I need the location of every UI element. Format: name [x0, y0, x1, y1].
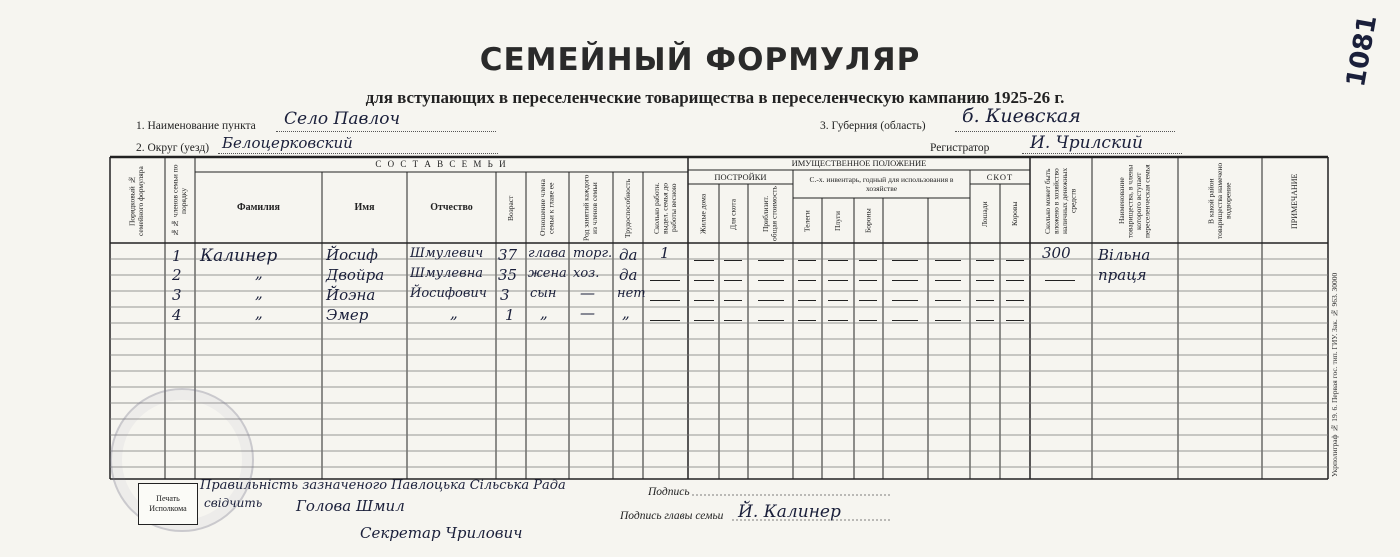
- cell-rabot: 1: [660, 244, 670, 262]
- podpis-label: Подпись: [648, 486, 690, 498]
- form-title: СЕМЕЙНЫЙ ФОРМУЛЯР: [479, 42, 921, 78]
- cell-tovarishchestvo: Вільна: [1098, 246, 1151, 264]
- punkt-label: 1. Наименование пункта: [136, 120, 256, 132]
- okrug-label: 2. Округ (уезд): [136, 142, 210, 154]
- header-zhilye-doma: Жилые дома: [698, 193, 708, 235]
- secretary-signature: Секретар Чрилович: [360, 524, 523, 542]
- cell-vozrast: 35: [498, 266, 518, 284]
- cell-vozrast: 1: [505, 306, 515, 324]
- header-member-number: №№ членов семьи по порядку: [170, 164, 188, 238]
- cell-trud: нет: [617, 286, 646, 301]
- header-korovy: Коровы: [1009, 201, 1019, 227]
- header-imya: Имя: [354, 202, 375, 213]
- header-dlya-skota: Для скота: [728, 198, 738, 230]
- printer-imprint: Укрполиграф № 19. 6. Первая гос. тип. ГИУ. Зак. № 963. 30000: [1330, 272, 1339, 478]
- cell-familiya: „: [255, 304, 263, 322]
- header-naimenovanie-tov: Наименование товарищества, в члены которого вступает переселенческая семья: [1117, 164, 1152, 238]
- cell-otchestvo: Йосифович: [410, 286, 487, 301]
- cell-familiya: „: [255, 264, 263, 282]
- header-inventar: С.-х. инвентарь, годный для использования в хозяйстве: [809, 175, 954, 193]
- header-loshadi: Лошади: [979, 201, 989, 227]
- stamp-label-1: Печать: [156, 494, 180, 503]
- cell-otnoshenie: сын: [530, 286, 557, 301]
- cell-tovarishchestvo: праця: [1098, 266, 1147, 284]
- cell-vozrast: 37: [498, 246, 518, 264]
- header-primechanie: ПРИМЕЧАНИЕ: [1289, 173, 1299, 229]
- chairman-signature: Голова Шмил: [296, 497, 405, 515]
- header-borony: Бороны: [863, 208, 873, 234]
- cell-imya: Йосиф: [326, 246, 378, 264]
- header-sostav: С О С Т А В С Е М Ь И: [375, 159, 508, 169]
- cell-familiya: Калинер: [200, 246, 278, 266]
- header-trudosposobnost: Трудоспособность: [622, 178, 632, 238]
- cell-imya: Йоэна: [326, 286, 376, 304]
- cell-otnoshenie: „: [540, 304, 548, 322]
- header-skolko-sredstv: Сколько может быть вложено в хозяйство наличных денежных средств: [1043, 167, 1078, 235]
- header-imushchestvo: ИМУЩЕСТВЕННОЕ ПОЛОЖЕНИЕ: [791, 158, 927, 168]
- punkt-value: Село Павлоч: [284, 109, 401, 129]
- header-priblizit: Приблизит. общая стоимость: [761, 186, 779, 242]
- cell-familiya: „: [255, 284, 263, 302]
- cell-otchestvo: Шмулевич: [410, 246, 484, 261]
- cell-trud: да: [619, 266, 638, 284]
- header-v-kakoy-rayon: В какой район товарищества намечено водворение: [1206, 162, 1233, 240]
- podpis-glavy-label: Подпись главы семьи: [620, 510, 724, 522]
- cell-otchestvo: „: [450, 304, 458, 322]
- header-rod-zanyatiy: Род занятий каждого из членов семьи: [581, 174, 599, 242]
- cell-imya: Эмер: [326, 306, 369, 324]
- certification-text-2: свідчить: [204, 496, 263, 510]
- cell-imya: Двойра: [326, 266, 385, 284]
- registrator-label: Регистратор: [930, 142, 990, 154]
- cell-otnoshenie: глава: [528, 246, 566, 261]
- guberniya-label: 3. Губерния (область): [820, 120, 926, 132]
- cell-rod: хоз.: [573, 266, 600, 281]
- cell-member-number: 4: [172, 306, 182, 324]
- cell-rod: —: [580, 304, 595, 322]
- header-plugi: Плуги: [832, 211, 842, 231]
- guberniya-value: б. Киевская: [962, 105, 1081, 127]
- certification-text: Правильність зазначеного Павлоцька Сільська Рада: [200, 478, 566, 493]
- cell-otchestvo: Шмулевна: [410, 266, 484, 281]
- okrug-value: Белоцерковский: [222, 134, 353, 152]
- stamp-box: [138, 483, 198, 525]
- header-vozrast: Возраст: [505, 195, 515, 221]
- cell-otnoshenie: жена: [528, 266, 567, 281]
- header-telegi: Телеги: [802, 210, 812, 232]
- header-otnoshenie: Отношение члена семьи к главе ее: [538, 179, 556, 237]
- stamp-label-2: Исполкома: [149, 504, 187, 513]
- cell-vozrast: 3: [500, 286, 510, 304]
- header-form-number: Порядковый № семейного формуляра: [127, 166, 145, 236]
- cell-sredstva: 300: [1042, 244, 1071, 262]
- podpis-glavy-value: Й. Калинер: [738, 502, 841, 522]
- cell-member-number: 1: [172, 247, 182, 265]
- header-skolko-rabot: Сколько работн. выдел. семья до работы весною: [651, 182, 678, 234]
- cell-rod: торг.: [573, 246, 613, 261]
- cell-member-number: 2: [172, 266, 182, 284]
- form-subtitle: для вступающих в переселенческие товарищества в переселенческую кампанию 1925-26 г.: [365, 88, 1065, 107]
- registrator-value: И. Чрилский: [1030, 133, 1143, 153]
- archive-number: 1081: [1341, 12, 1384, 90]
- cell-trud: да: [619, 246, 638, 264]
- header-skot: СКОТ: [986, 171, 1014, 182]
- header-otchestvo: Отчество: [430, 202, 473, 213]
- header-familiya: Фамилия: [237, 202, 280, 213]
- header-postroyki: ПОСТРОЙКИ: [714, 171, 767, 182]
- cell-member-number: 3: [172, 286, 182, 304]
- cell-trud: „: [622, 304, 630, 322]
- cell-rod: —: [580, 284, 595, 302]
